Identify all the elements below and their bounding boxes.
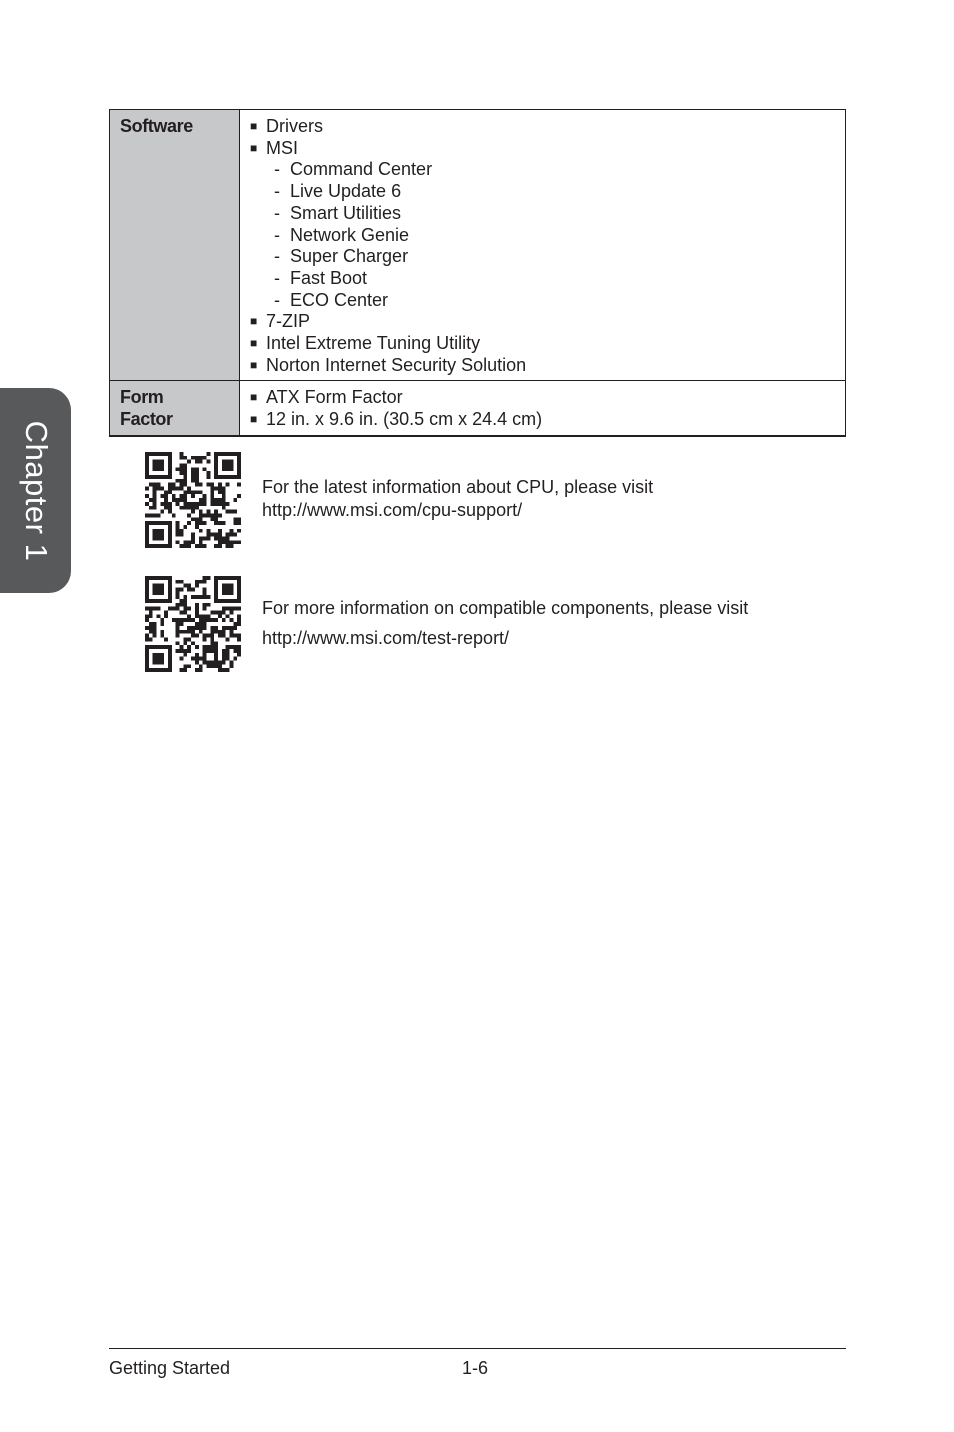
sub-item-label: Super Charger <box>290 246 409 267</box>
row-body-form-factor <box>240 381 846 436</box>
spec-table <box>109 109 846 437</box>
chapter-tab <box>0 388 71 593</box>
compat-text: For more information on compatible components, please visit <box>262 598 749 618</box>
item-label: Norton Internet Security Solution <box>266 354 527 375</box>
square-bullet-icon: ■ <box>250 314 258 329</box>
item-label: MSI <box>266 137 299 158</box>
item-label: 12 in. x 9.6 in. (30.5 cm x 24.4 cm) <box>266 409 543 430</box>
item-label: Intel Extreme Tuning Utility <box>266 333 481 354</box>
cpu-support-url[interactable]: http://www.msi.com/cpu-support/ <box>262 500 523 520</box>
footer-section: Getting Started <box>109 1358 231 1378</box>
square-bullet-icon: ■ <box>250 140 258 155</box>
item-label: ATX Form Factor <box>266 387 403 408</box>
table-row-software <box>110 110 846 381</box>
square-bullet-icon: ■ <box>250 390 258 405</box>
list-item <box>250 116 837 138</box>
square-bullet-icon: ■ <box>250 336 258 351</box>
item-label: 7-ZIP <box>266 311 311 332</box>
list-item <box>250 355 837 377</box>
list-item <box>250 138 837 160</box>
footer-divider <box>109 1348 846 1349</box>
sub-item-label: Fast Boot <box>290 267 368 288</box>
sub-item: - ECO Center <box>274 289 389 310</box>
sub-item-label: Live Update 6 <box>290 181 402 202</box>
cpu-support-text: For the latest information about CPU, please visit <box>262 477 654 497</box>
row-header-form-factor: Form Factor <box>110 381 240 436</box>
sub-item-label: ECO Center <box>290 289 389 310</box>
compat-url[interactable]: http://www.msi.com/test-report/ <box>262 628 510 648</box>
list-item <box>250 387 837 409</box>
sub-item: - Super Charger <box>274 246 409 267</box>
table-row-form-factor <box>110 381 846 436</box>
row-header-software: Software <box>110 110 240 381</box>
sub-item-label: Command Center <box>290 159 433 180</box>
row-body-software <box>240 110 846 381</box>
cpu-support-note <box>145 452 845 548</box>
list-item <box>250 333 837 355</box>
list-item <box>250 311 837 333</box>
sub-item: - Command Center <box>274 159 433 180</box>
chapter-label: Chapter 1 <box>18 420 54 561</box>
square-bullet-icon: ■ <box>250 412 258 427</box>
sub-item: - Fast Boot <box>274 267 368 288</box>
sub-item: - Network Genie <box>274 224 410 245</box>
compat-note <box>145 576 845 672</box>
list-item <box>250 409 837 431</box>
qr-code-icon <box>145 576 241 672</box>
item-label: Drivers <box>266 116 323 136</box>
square-bullet-icon: ■ <box>250 119 258 133</box>
sub-item: - Live Update 6 <box>274 181 402 202</box>
qr-code-icon <box>145 452 241 548</box>
sub-item-label: Network Genie <box>290 224 410 245</box>
square-bullet-icon: ■ <box>250 357 258 372</box>
sub-item: - Smart Utilities <box>274 202 402 223</box>
page-number: 1-6 <box>462 1358 489 1378</box>
sub-item-label: Smart Utilities <box>290 202 402 223</box>
